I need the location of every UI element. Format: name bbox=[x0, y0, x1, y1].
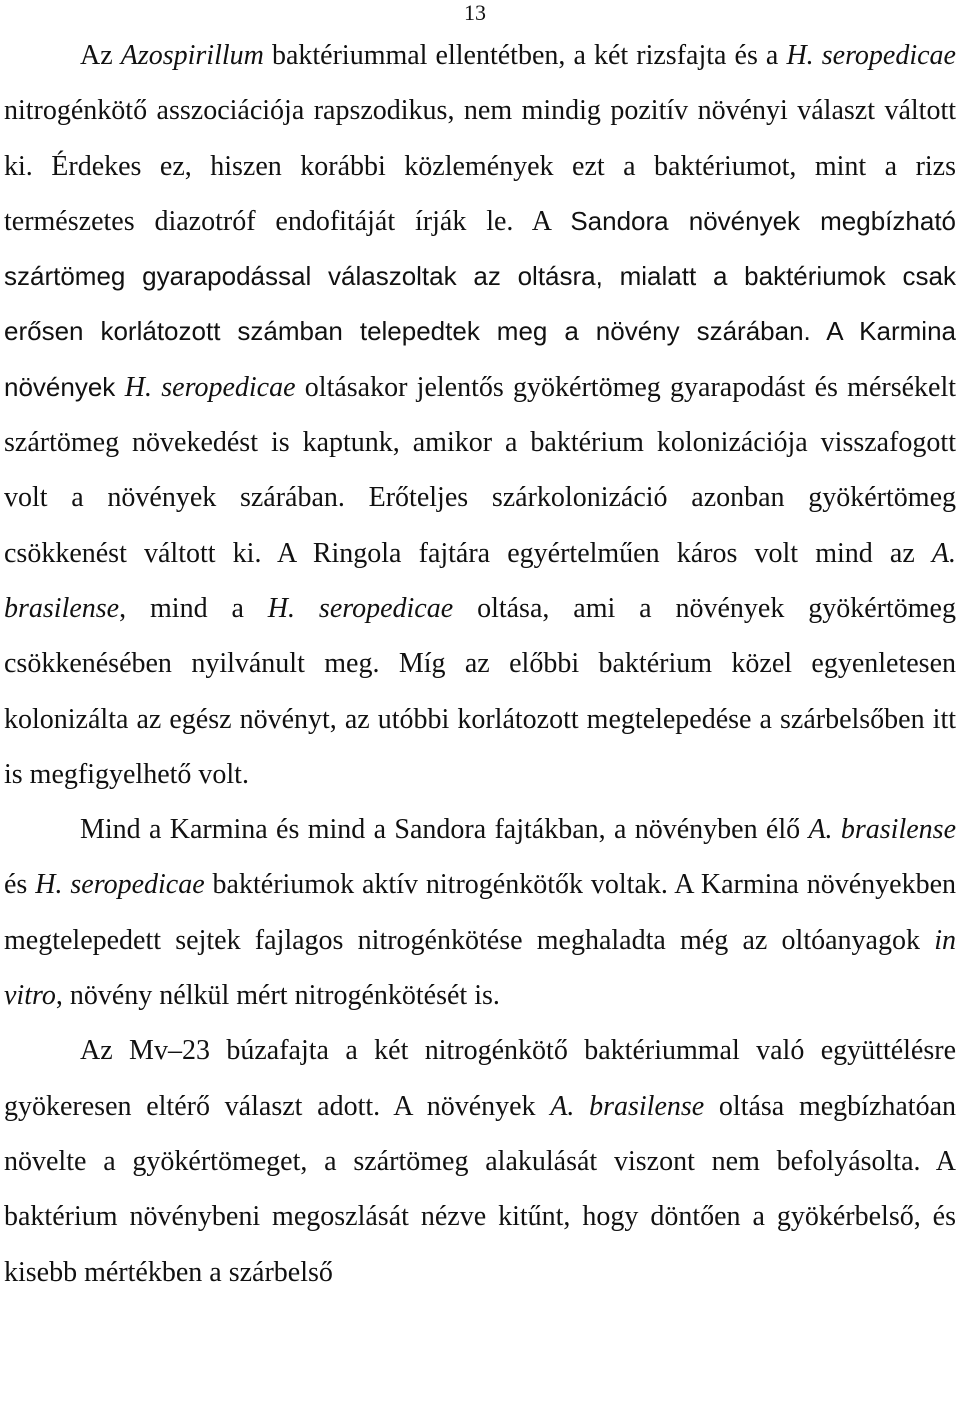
italic-term: A. brasilense bbox=[550, 1090, 705, 1122]
italic-term: H. seropedicae bbox=[124, 371, 296, 403]
text-run: baktériumok aktív nitrogénkötők voltak. A Karmina növényekben megtelepedett sejtek fajlagos nitrogénkötése meghaladta még az oltóanyagok bbox=[4, 869, 957, 956]
paragraph-3 bbox=[4, 1023, 956, 1299]
text-run: nitrogénkötő asszociációja rapszodikus, nem mindig pozitív növényi választ váltott ki. Érdekes ez, hiszen korábbi közlemények ezt a baktériumot, mint a rizs természetes diazotróf endofitáját írják le. A bbox=[4, 95, 956, 237]
paragraph-2 bbox=[4, 802, 956, 1023]
italic-term: A. brasilense bbox=[4, 537, 956, 624]
italic-term: H. seropedicae bbox=[35, 869, 205, 901]
italic-term: A. brasilense bbox=[808, 814, 956, 846]
italic-term: in vitro bbox=[4, 924, 956, 1012]
paragraph-1 bbox=[4, 28, 956, 802]
italic-term: H. seropedicae bbox=[786, 40, 956, 71]
text-run: Mind a Karmina és mind a Sandora fajtákban, a növényben élő bbox=[80, 814, 809, 846]
body-text bbox=[4, 28, 956, 1300]
text-run: oltása, ami a növények gyökértömeg csökkenésében nyilvánult meg. Míg az előbbi baktérium közel egyenletesen kolonizálta az egész növényt, az utóbbi korlátozott megtelepedése a szárbelsőben itt is megfigyelhető volt. bbox=[4, 592, 956, 790]
page-number: 13 bbox=[464, 0, 486, 25]
text-run: baktériummal ellentétben, a két rizsfajta és a bbox=[263, 40, 787, 71]
italic-term: Azospirillum bbox=[120, 40, 264, 71]
italic-term: H. seropedicae bbox=[267, 592, 454, 624]
text-run: Az Mv–23 búzafajta a két nitrogénkötő baktériummal való együttélésre gyökeresen eltérő választ adott. A növények bbox=[4, 1035, 956, 1122]
text-run: Sandora növények megbízható szártömeg gyarapodással válaszoltak az oltásra, mialatt a baktériumok csak erősen korlátozott számban telepedtek meg a növény szárában. A Karmina növények bbox=[4, 205, 957, 402]
text-run: oltásakor jelentős gyökértömeg gyarapodást és mérsékelt szártömeg növekedést is kaptunk, amikor a baktérium kolonizációja visszafogott volt a növények szárában. Erőteljes szárkolonizáció azonban gyökértömeg csökkenést váltott ki. A Ringola fajtára egyértelműen káros volt mind az bbox=[4, 371, 957, 569]
text-run: Az bbox=[80, 40, 121, 71]
text-run: oltása megbízhatóan növelte a gyökértömeget, a szártömeg alakulását viszont nem befolyásolta. A baktérium növénybeni megoszlását nézve kitűnt, hogy döntően a gyökérbelső, és kisebb mértékben a szárbelső bbox=[4, 1090, 956, 1288]
text-run: , növény nélkül mért nitrogénkötését is. bbox=[55, 980, 500, 1012]
text-run: és bbox=[4, 869, 36, 901]
text-run: , mind a bbox=[119, 592, 268, 624]
